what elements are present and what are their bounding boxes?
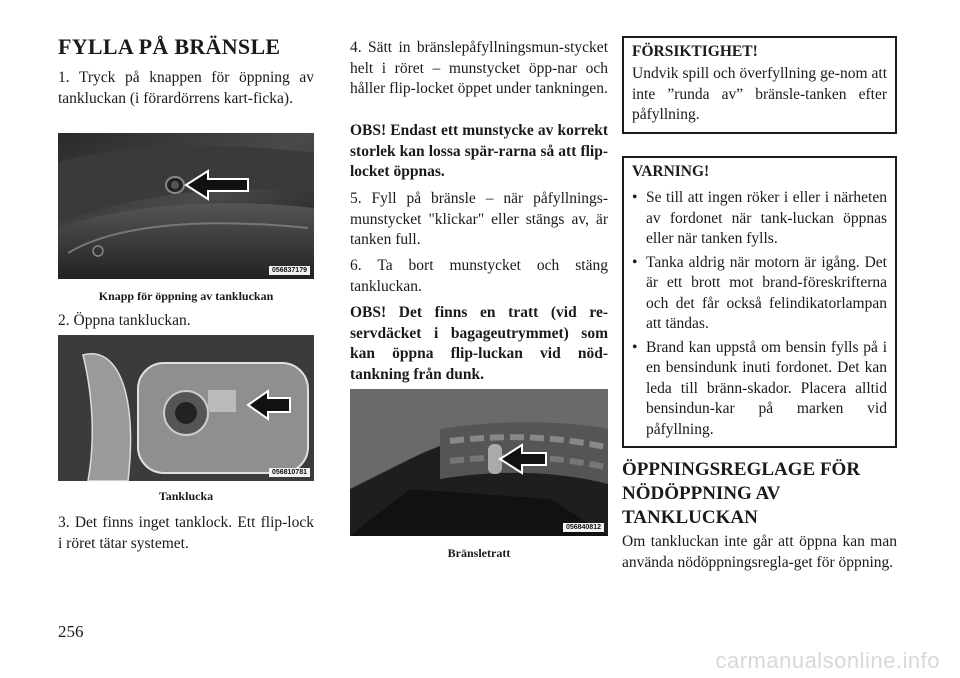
section-text: Om tankluckan inte går att öppna kan man använda nödöppningsregla-get för öppning.	[622, 533, 897, 571]
step-1-number: 1.	[58, 69, 70, 86]
section-heading: ÖPPNINGSREGLAGE FÖR NÖDÖPPNING AV TANKLUCKAN	[622, 459, 861, 528]
fuel-door-release-button-photo	[58, 133, 314, 279]
step-5: 5. Fyll på bränsle – när påfyllnings-munstycket "klickar" eller stängs av, är tanken full.	[350, 190, 608, 248]
caution-box	[622, 36, 897, 134]
warning-list	[632, 188, 887, 440]
caution-text: Undvik spill och överfyllning ge-nom att inte ”runda av” bränsle-tanken efter påfyllning.	[632, 65, 887, 123]
fuel-door-illustration	[58, 335, 314, 481]
note-2: OBS! Det finns en tratt (vid re-servdäcket i bagageutrymmet) som kan öppna flip-luckan vid nöd-tankning från dunk.	[350, 304, 608, 383]
step-3: 3. Det finns inget tanklock. Ett flip-lock i röret tätar systemet.	[58, 514, 314, 552]
step-6: 6. Ta bort munstycket och stäng tankluckan.	[350, 257, 608, 295]
note-1: OBS! Endast ett munstycke av korrekt storlek kan lossa spär-rarna så att flip-locket öppnas.	[350, 122, 608, 180]
warning-item: • Se till att ingen röker i eller i närheten av fordonet när tank-luckan öppnas eller när tanken fylls.	[632, 188, 887, 250]
image-code: 056840812	[563, 523, 604, 532]
page-heading: FYLLA PÅ BRÄNSLE	[58, 34, 281, 59]
step-4: 4. Sätt in bränslepåfyllningsmun-stycket helt i röret – munstycket öpp-nar och håller flip-locket öppet under tankningen.	[350, 39, 608, 97]
warning-item: • Tanka aldrig när motorn är igång. Det är ett brott mot brand-föreskrifterna och det får också felindikatorlampan att tändas.	[632, 253, 887, 335]
image-code: 056810781	[269, 468, 310, 477]
caution-title: FÖRSIKTIGHET!	[632, 43, 758, 60]
warning-title: VARNING!	[632, 163, 710, 180]
fuel-door-photo	[58, 335, 314, 481]
fuel-funnel-photo	[350, 389, 608, 536]
figure-2-caption: Tanklucka	[158, 489, 214, 503]
figure-1-caption: Knapp för öppning av tankluckan	[98, 289, 274, 303]
warning-item: • Brand kan uppstå om bensin fylls på i en bensindunk inuti fordonet. Det kan leda till bränn-skador. Placera alltid bensindun-kar på marken vid påfyllning.	[632, 338, 887, 441]
watermark: carmanualsonline.info	[715, 648, 940, 673]
image-code: 056837179	[269, 266, 310, 275]
step-1-text: Tryck på knappen för öppning av tankluckan (i förardörrens kart-ficka).	[58, 69, 314, 107]
step-1	[58, 68, 314, 109]
door-panel-illustration	[58, 133, 314, 279]
figure-3-caption: Bränsletratt	[447, 546, 511, 560]
page-number: 256	[58, 622, 84, 641]
step-2: 2. Öppna tankluckan.	[58, 312, 191, 329]
warning-box	[622, 156, 897, 448]
trunk-funnel-illustration	[350, 389, 608, 536]
